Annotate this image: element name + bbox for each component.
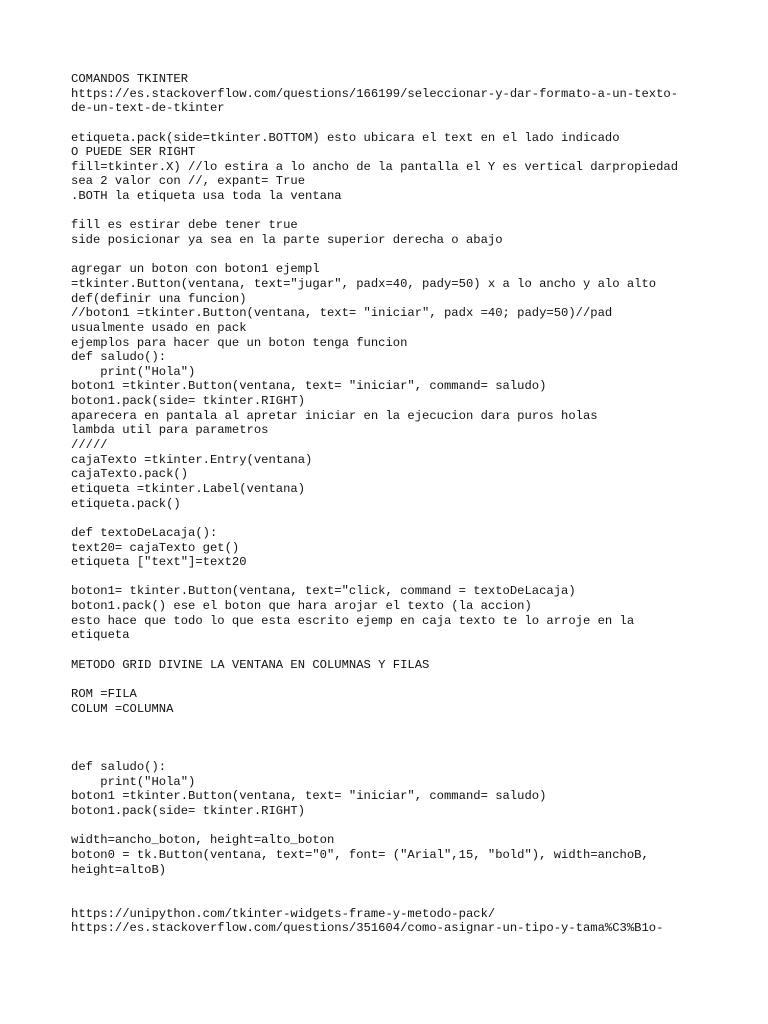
blank-line (71, 570, 731, 585)
text-line: ROM =FILA (71, 686, 137, 701)
blank-line (71, 892, 731, 907)
text-line: height=altoB) (71, 862, 167, 877)
text-line: etiqueta (71, 628, 130, 643)
blank-line (71, 877, 731, 892)
text-line: print("Hola") (71, 774, 196, 789)
blank-line (71, 643, 731, 658)
blank-line (71, 672, 731, 687)
text-line: boton1.pack(side= tkinter.RIGHT) (71, 394, 306, 409)
text-line: def(definir una funcion) (71, 291, 247, 306)
blank-line (71, 731, 731, 746)
text-line: print("Hola") (71, 364, 196, 379)
text-line: def saludo(): (71, 760, 167, 775)
text-line: boton1 =tkinter.Button(ventana, text= "iniciar", command= saludo) (71, 789, 547, 804)
text-line: agregar un boton con boton1 ejempl (71, 262, 320, 277)
text-line: cajaTexto.pack() (71, 467, 189, 482)
text-line: esto hace que todo lo que esta escrito ejemp en caja texto te lo arroje en la (71, 613, 635, 628)
document-body (71, 72, 731, 936)
text-line: text20= cajaTexto get() (71, 540, 240, 555)
url-text-line: https://unipython.com/tkinter-widgets-frame-y-metodo-pack/ (71, 906, 496, 921)
text-line: def saludo(): (71, 350, 167, 365)
blank-line (71, 819, 731, 834)
blank-line (71, 248, 731, 263)
text-line: aparecera en pantala al apretar iniciar en la ejecucion dara puros holas (71, 408, 598, 423)
text-line: METODO GRID DIVINE LA VENTANA EN COLUMNAS Y FILAS (71, 657, 430, 672)
text-line: boton1.pack(side= tkinter.RIGHT) (71, 804, 306, 819)
text-line: COLUM =COLUMNA (71, 701, 174, 716)
text-line: def textoDeLacaja(): (71, 525, 218, 540)
text-line: lambda util para parametros (71, 423, 269, 438)
text-line: =tkinter.Button(ventana, text="jugar", padx=40, pady=50) x a lo ancho y alo alto (71, 276, 657, 291)
text-line: width=ancho_boton, height=alto_boton (71, 833, 335, 848)
text-line: side posicionar ya sea en la parte superior derecha o abajo (71, 233, 503, 248)
text-line: ejemplos para hacer que un boton tenga funcion (71, 335, 408, 350)
url-text-line: https://es.stackoverflow.com/questions/351604/como-asignar-un-tipo-y-tama%C3%B1o- (71, 921, 664, 936)
text-line: boton1 =tkinter.Button(ventana, text= "iniciar", command= saludo) (71, 379, 547, 394)
text-line: boton1.pack() ese el boton que hara arojar el texto (la accion) (71, 599, 532, 614)
text-line: sea 2 valor con //, expant= True (71, 174, 306, 189)
blank-line (71, 716, 731, 731)
url-text-line: https://es.stackoverflow.com/questions/166199/seleccionar-y-dar-formato-a-un-texto- (71, 86, 679, 101)
text-line: O PUEDE SER RIGHT (71, 145, 196, 160)
text-line: etiqueta ["text"]=text20 (71, 555, 247, 570)
text-line: COMANDOS TKINTER (71, 72, 189, 86)
text-line: boton1= tkinter.Button(ventana, text="click, command = textoDeLacaja) (71, 584, 576, 599)
text-line: etiqueta =tkinter.Label(ventana) (71, 481, 306, 496)
text-line: etiqueta.pack() (71, 496, 181, 511)
text-line: fill es estirar debe tener true (71, 218, 298, 233)
blank-line (71, 511, 731, 526)
text-line: .BOTH la etiqueta usa toda la ventana (71, 189, 342, 204)
text-line: //boton1 =tkinter.Button(ventana, text= "iniciar", padx =40; pady=50)//pad (71, 306, 613, 321)
blank-line (71, 116, 731, 131)
text-line: de-un-text-de-tkinter (71, 101, 225, 116)
text-line: usualmente usado en pack (71, 320, 247, 335)
text-line: boton0 = tk.Button(ventana, text="0", font= ("Arial",15, "bold"), width=anchoB, (71, 847, 649, 862)
blank-line (71, 745, 731, 760)
text-line: fill=tkinter.X) //lo estira a lo ancho de la pantalla el Y es vertical darpropiedad (71, 159, 679, 174)
text-line: ///// (71, 438, 108, 453)
blank-line (71, 204, 731, 219)
text-line: cajaTexto =tkinter.Entry(ventana) (71, 452, 313, 467)
text-line: etiqueta.pack(side=tkinter.BOTTOM) esto ubicara el text en el lado indicado (71, 130, 620, 145)
